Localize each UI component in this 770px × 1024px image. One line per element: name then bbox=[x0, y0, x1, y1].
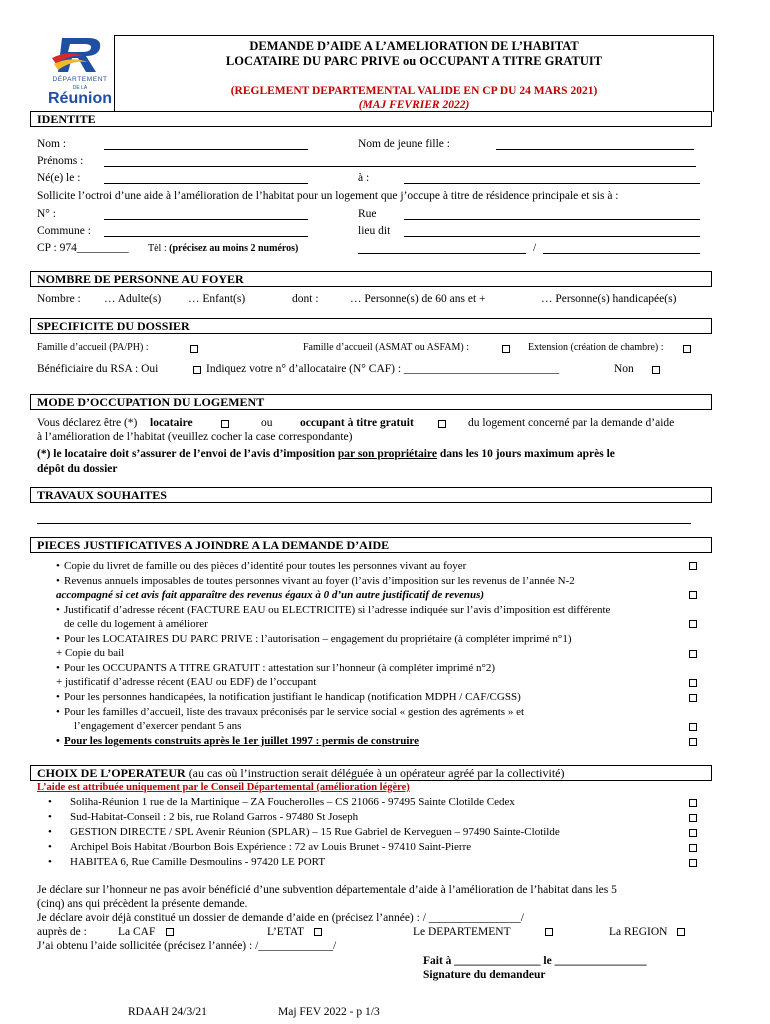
maj-text: (MAJ FEVRIER 2022) bbox=[358, 99, 470, 111]
lieu-dit-field[interactable] bbox=[404, 225, 700, 237]
prenoms-field[interactable] bbox=[104, 155, 696, 167]
section-specificite bbox=[30, 318, 712, 334]
section-pieces-heading: PIECES JUSTIFICATIVES A JOINDRE A LA DEMANDE D’AIDE bbox=[37, 538, 390, 552]
prenoms-label: Prénoms : bbox=[37, 155, 84, 167]
obtenu-line[interactable]: J’ai obtenu l’aide sollicitée (précisez l’année) : /_____________/ bbox=[37, 940, 337, 952]
region-label: La REGION bbox=[609, 926, 668, 938]
section-pieces bbox=[30, 537, 712, 553]
nombre-label: Nombre : bbox=[37, 293, 81, 305]
nom-jeune-fille-label: Nom de jeune fille : bbox=[358, 138, 450, 150]
declaration-line-2: (cinq) ans qui précèdent la présente demande. bbox=[37, 898, 248, 910]
section-operateur bbox=[30, 765, 712, 781]
nom-jeune-fille-field[interactable] bbox=[496, 138, 694, 150]
occupation-note-line2: dépôt du dossier bbox=[37, 463, 118, 475]
occupation-note bbox=[37, 447, 615, 461]
footer-ref: RDAAH 24/3/21 bbox=[128, 1006, 207, 1018]
aupres-label: auprès de : bbox=[37, 926, 87, 938]
region-checkbox[interactable] bbox=[677, 928, 685, 936]
departement-checkbox[interactable] bbox=[545, 928, 553, 936]
piece-item-2: • Revenus annuels imposables de toutes personnes vivant au foyer (l’avis d’imposition sur les revenus de l’année N-2 bbox=[64, 575, 575, 589]
operateur-item-3: • GESTION DIRECTE / SPL Avenir Réunion (SPLAR) – 15 Rue Gabriel de Kerveguen – 97490 Sainte-Clotilde bbox=[70, 826, 560, 840]
logo-text-2: DE LA bbox=[72, 84, 88, 91]
section-operateur-heading: CHOIX DE L’OPERATEUR bbox=[37, 766, 186, 780]
caf-label: La CAF bbox=[118, 926, 156, 938]
ou-label: ou bbox=[261, 417, 273, 429]
locataire-label: locataire bbox=[150, 417, 193, 429]
occupation-note-part1: (*) le locataire doit s’assurer de l’envoi de l’avis d’imposition bbox=[37, 448, 336, 460]
departement-logo bbox=[48, 34, 112, 107]
section-travaux bbox=[30, 487, 712, 503]
occupant-label: occupant à titre gratuit bbox=[300, 417, 414, 429]
section-personnes bbox=[30, 271, 712, 287]
numero-label: N° : bbox=[37, 208, 56, 220]
caf-number-field[interactable]: Indiquez votre n° d’allocataire (N° CAF) : ___________________________ bbox=[206, 363, 560, 375]
famille-asmat-label: Famille d’accueil (ASMAT ou ASFAM) : bbox=[303, 342, 470, 353]
piece-item-7-cont: l’engagement d’exercer pendant 5 ans bbox=[74, 720, 242, 732]
piece-item-5-cont: + justificatif d’adresse récent (EAU ou EDF) de l’occupant bbox=[56, 676, 317, 688]
footer-page: Maj FEV 2022 - p 1/3 bbox=[278, 1006, 380, 1018]
operateur-checkbox-5[interactable] bbox=[689, 859, 697, 867]
enfants-field[interactable]: … Enfant(s) bbox=[188, 293, 246, 305]
numero-field[interactable] bbox=[104, 208, 308, 220]
tel-note: (précisez au moins 2 numéros) bbox=[169, 243, 299, 254]
commune-label: Commune : bbox=[37, 225, 91, 237]
title-line-2: LOCATAIRE DU PARC PRIVE ou OCCUPANT A TITRE GRATUIT bbox=[225, 54, 603, 68]
piece-item-3-cont: de celle du logement à améliorer bbox=[64, 618, 208, 630]
travaux-field[interactable] bbox=[37, 512, 691, 524]
piece-item-3: • Justificatif d’adresse récent (FACTURE EAU ou ELECTRICITE) si l’adresse indiquée sur l’avis d’imposition est différente bbox=[64, 604, 610, 618]
attribution-text bbox=[37, 781, 410, 794]
extension-checkbox[interactable] bbox=[683, 345, 691, 353]
extension-label: Extension (création de chambre) : bbox=[528, 342, 664, 353]
rsa-label: Bénéficiaire du RSA : Oui bbox=[37, 363, 159, 375]
section-personnes-heading: NOMBRE DE PERSONNE AU FOYER bbox=[37, 272, 244, 286]
logo-text-1: DÉPARTEMENT bbox=[52, 76, 108, 84]
rue-field[interactable] bbox=[404, 208, 700, 220]
piece-item-4: • Pour les LOCATAIRES DU PARC PRIVE : l’autorisation – engagement du propriétaire (à compléter imprimé n°1) bbox=[64, 633, 572, 647]
nom-field[interactable] bbox=[104, 138, 308, 150]
rsa-oui-checkbox[interactable] bbox=[193, 366, 201, 374]
section-travaux-heading: TRAVAUX SOUHAITES bbox=[37, 488, 167, 502]
attribution-text-inner: L’aide est attribuée uniquement par le Conseil Départemental (amélioration légère) bbox=[37, 782, 410, 793]
du-logement-text: du logement concerné par la demande d’aide bbox=[468, 417, 675, 429]
operateur-checkbox-3[interactable] bbox=[689, 829, 697, 837]
operateur-checkbox-2[interactable] bbox=[689, 814, 697, 822]
declaration-line-3[interactable]: Je déclare avoir déjà constitué un dossier de demande d’aide en (précisez l’année) : / ________________/ bbox=[37, 912, 524, 924]
piece-item-4-cont: + Copie du bail bbox=[56, 647, 125, 659]
logo-text-3: Réunion bbox=[48, 89, 112, 107]
tel-label bbox=[148, 243, 298, 256]
operateur-item-5: • HABITEA 6, Rue Camille Desmoulins - 97420 LE PORT bbox=[70, 856, 325, 870]
operateur-item-4: • Archipel Bois Habitat /Bourbon Bois Expérience : 72 av Louis Brunet - 97410 Saint-Pierre bbox=[70, 841, 471, 855]
rsa-non-checkbox[interactable] bbox=[652, 366, 660, 374]
piece-item-5: • Pour les OCCUPANTS A TITRE GRATUIT : attestation sur l’honneur (à compléter imprimé n°2) bbox=[64, 662, 495, 676]
amelioration-text: à l’amélioration de l’habitat (veuillez cocher la case correspondante) bbox=[37, 431, 353, 443]
reglement-text: (REGLEMENT DEPARTEMENTAL VALIDE EN CP DU 24 MARS 2021) bbox=[230, 85, 598, 97]
famille-asmat-checkbox[interactable] bbox=[502, 345, 510, 353]
famille-pa-label: Famille d’accueil (PA/PH) : bbox=[37, 342, 149, 353]
section-occupation-heading: MODE D’OCCUPATION DU LOGEMENT bbox=[37, 395, 265, 409]
occupation-note-part3: dans les 10 jours maximum après le bbox=[439, 448, 615, 460]
piece-item-8: • Pour les logements construits après le 1er juillet 1997 : permis de construire bbox=[64, 735, 419, 749]
occupation-note-part2: par son propriétaire bbox=[337, 448, 437, 460]
piece-checkbox-8[interactable] bbox=[689, 738, 697, 746]
piece-checkbox-1[interactable] bbox=[689, 562, 697, 570]
occupant-checkbox[interactable] bbox=[438, 420, 446, 428]
departement-label: Le DEPARTEMENT bbox=[413, 926, 511, 938]
nom-label: Nom : bbox=[37, 138, 67, 150]
logo-r-icon bbox=[48, 34, 112, 74]
piece-checkbox-7[interactable] bbox=[689, 723, 697, 731]
rue-label: Rue bbox=[358, 208, 377, 220]
ne-le-field[interactable] bbox=[104, 172, 308, 184]
handicapees-field[interactable]: … Personne(s) handicapée(s) bbox=[541, 293, 677, 305]
tel-label-text: Tèl : bbox=[148, 243, 167, 254]
commune-field[interactable] bbox=[104, 225, 308, 237]
etat-checkbox[interactable] bbox=[314, 928, 322, 936]
lieu-naissance-label: à : bbox=[358, 172, 370, 184]
section-identite-heading: IDENTITE bbox=[37, 112, 96, 126]
sollicite-text: Sollicite l’octroi d’une aide à l’amélioration de l’habitat pour un logement que j’occupe à titre de résidence principale et sis à : bbox=[37, 190, 619, 202]
etat-label: L’ETAT bbox=[267, 926, 304, 938]
section-identite bbox=[30, 111, 712, 127]
piece-checkbox-3[interactable] bbox=[689, 620, 697, 628]
section-occupation bbox=[30, 394, 712, 410]
lieu-dit-label: lieu dit bbox=[358, 225, 391, 237]
title-box bbox=[114, 35, 714, 112]
piece-checkbox-6[interactable] bbox=[689, 694, 697, 702]
declaration-line-1: Je déclare sur l’honneur ne pas avoir bénéficié d’une subvention départementale d’aide à l’amélioration de l’habitat dans les 5 bbox=[37, 884, 617, 896]
title-line-1: DEMANDE D’AIDE A L’AMELIORATION DE L’HABITAT bbox=[249, 39, 579, 53]
piece-checkbox-5[interactable] bbox=[689, 679, 697, 687]
section-specificite-heading: SPECIFICITE DU DOSSIER bbox=[37, 319, 190, 333]
adultes-field[interactable]: … Adulte(s) bbox=[104, 293, 162, 305]
tel-slash: / bbox=[533, 242, 537, 254]
cp-field[interactable]: CP : 974_________ bbox=[37, 242, 129, 254]
dont-label: dont : bbox=[292, 293, 319, 305]
lieu-naissance-field[interactable] bbox=[404, 172, 700, 184]
fait-a-line[interactable]: Fait à _______________ le ________________ bbox=[423, 955, 647, 967]
operateur-checkbox-1[interactable] bbox=[689, 799, 697, 807]
tel-field-1[interactable] bbox=[358, 242, 526, 254]
operateur-checkbox-4[interactable] bbox=[689, 844, 697, 852]
piece-item-6: • Pour les personnes handicapées, la notification justifiant le handicap (notification MDPH / CAF/CGSS) bbox=[64, 691, 521, 705]
signature-label: Signature du demandeur bbox=[423, 969, 546, 981]
operateur-item-2: • Sud-Habitat-Conseil : 2 bis, rue Roland Garros - 97480 St Joseph bbox=[70, 811, 358, 825]
piece-checkbox-4[interactable] bbox=[689, 650, 697, 658]
piece-item-7: • Pour les familles d’accueil, liste des travaux préconisés par le service social « gestion des agréments » et bbox=[64, 706, 524, 720]
piece-checkbox-2[interactable] bbox=[689, 591, 697, 599]
piece-item-1: • Copie du livret de famille ou des pièces d’identité pour toutes les personnes vivant au foyer bbox=[64, 560, 466, 574]
rsa-non-label: Non bbox=[614, 363, 634, 375]
piece-item-2-cont: accompagné si cet avis fait apparaître des revenus égaux à 0 d’un autre justificatif de revenus) bbox=[56, 589, 485, 601]
locataire-checkbox[interactable] bbox=[221, 420, 229, 428]
section-operateur-note: (au cas où l’instruction serait déléguée à un opérateur agréé par la collectivité) bbox=[188, 766, 565, 780]
seniors-field[interactable]: … Personne(s) de 60 ans et + bbox=[350, 293, 486, 305]
tel-field-2[interactable] bbox=[543, 242, 700, 254]
ne-le-label: Né(e) le : bbox=[37, 172, 81, 184]
famille-pa-checkbox[interactable] bbox=[190, 345, 198, 353]
operateur-item-1: • Soliha-Réunion 1 rue de la Martinique – ZA Foucherolles – CS 21066 - 97495 Sainte Clotilde Cedex bbox=[70, 796, 515, 810]
vous-declarez-label: Vous déclarez être (*) bbox=[37, 417, 138, 429]
caf-checkbox[interactable] bbox=[166, 928, 174, 936]
